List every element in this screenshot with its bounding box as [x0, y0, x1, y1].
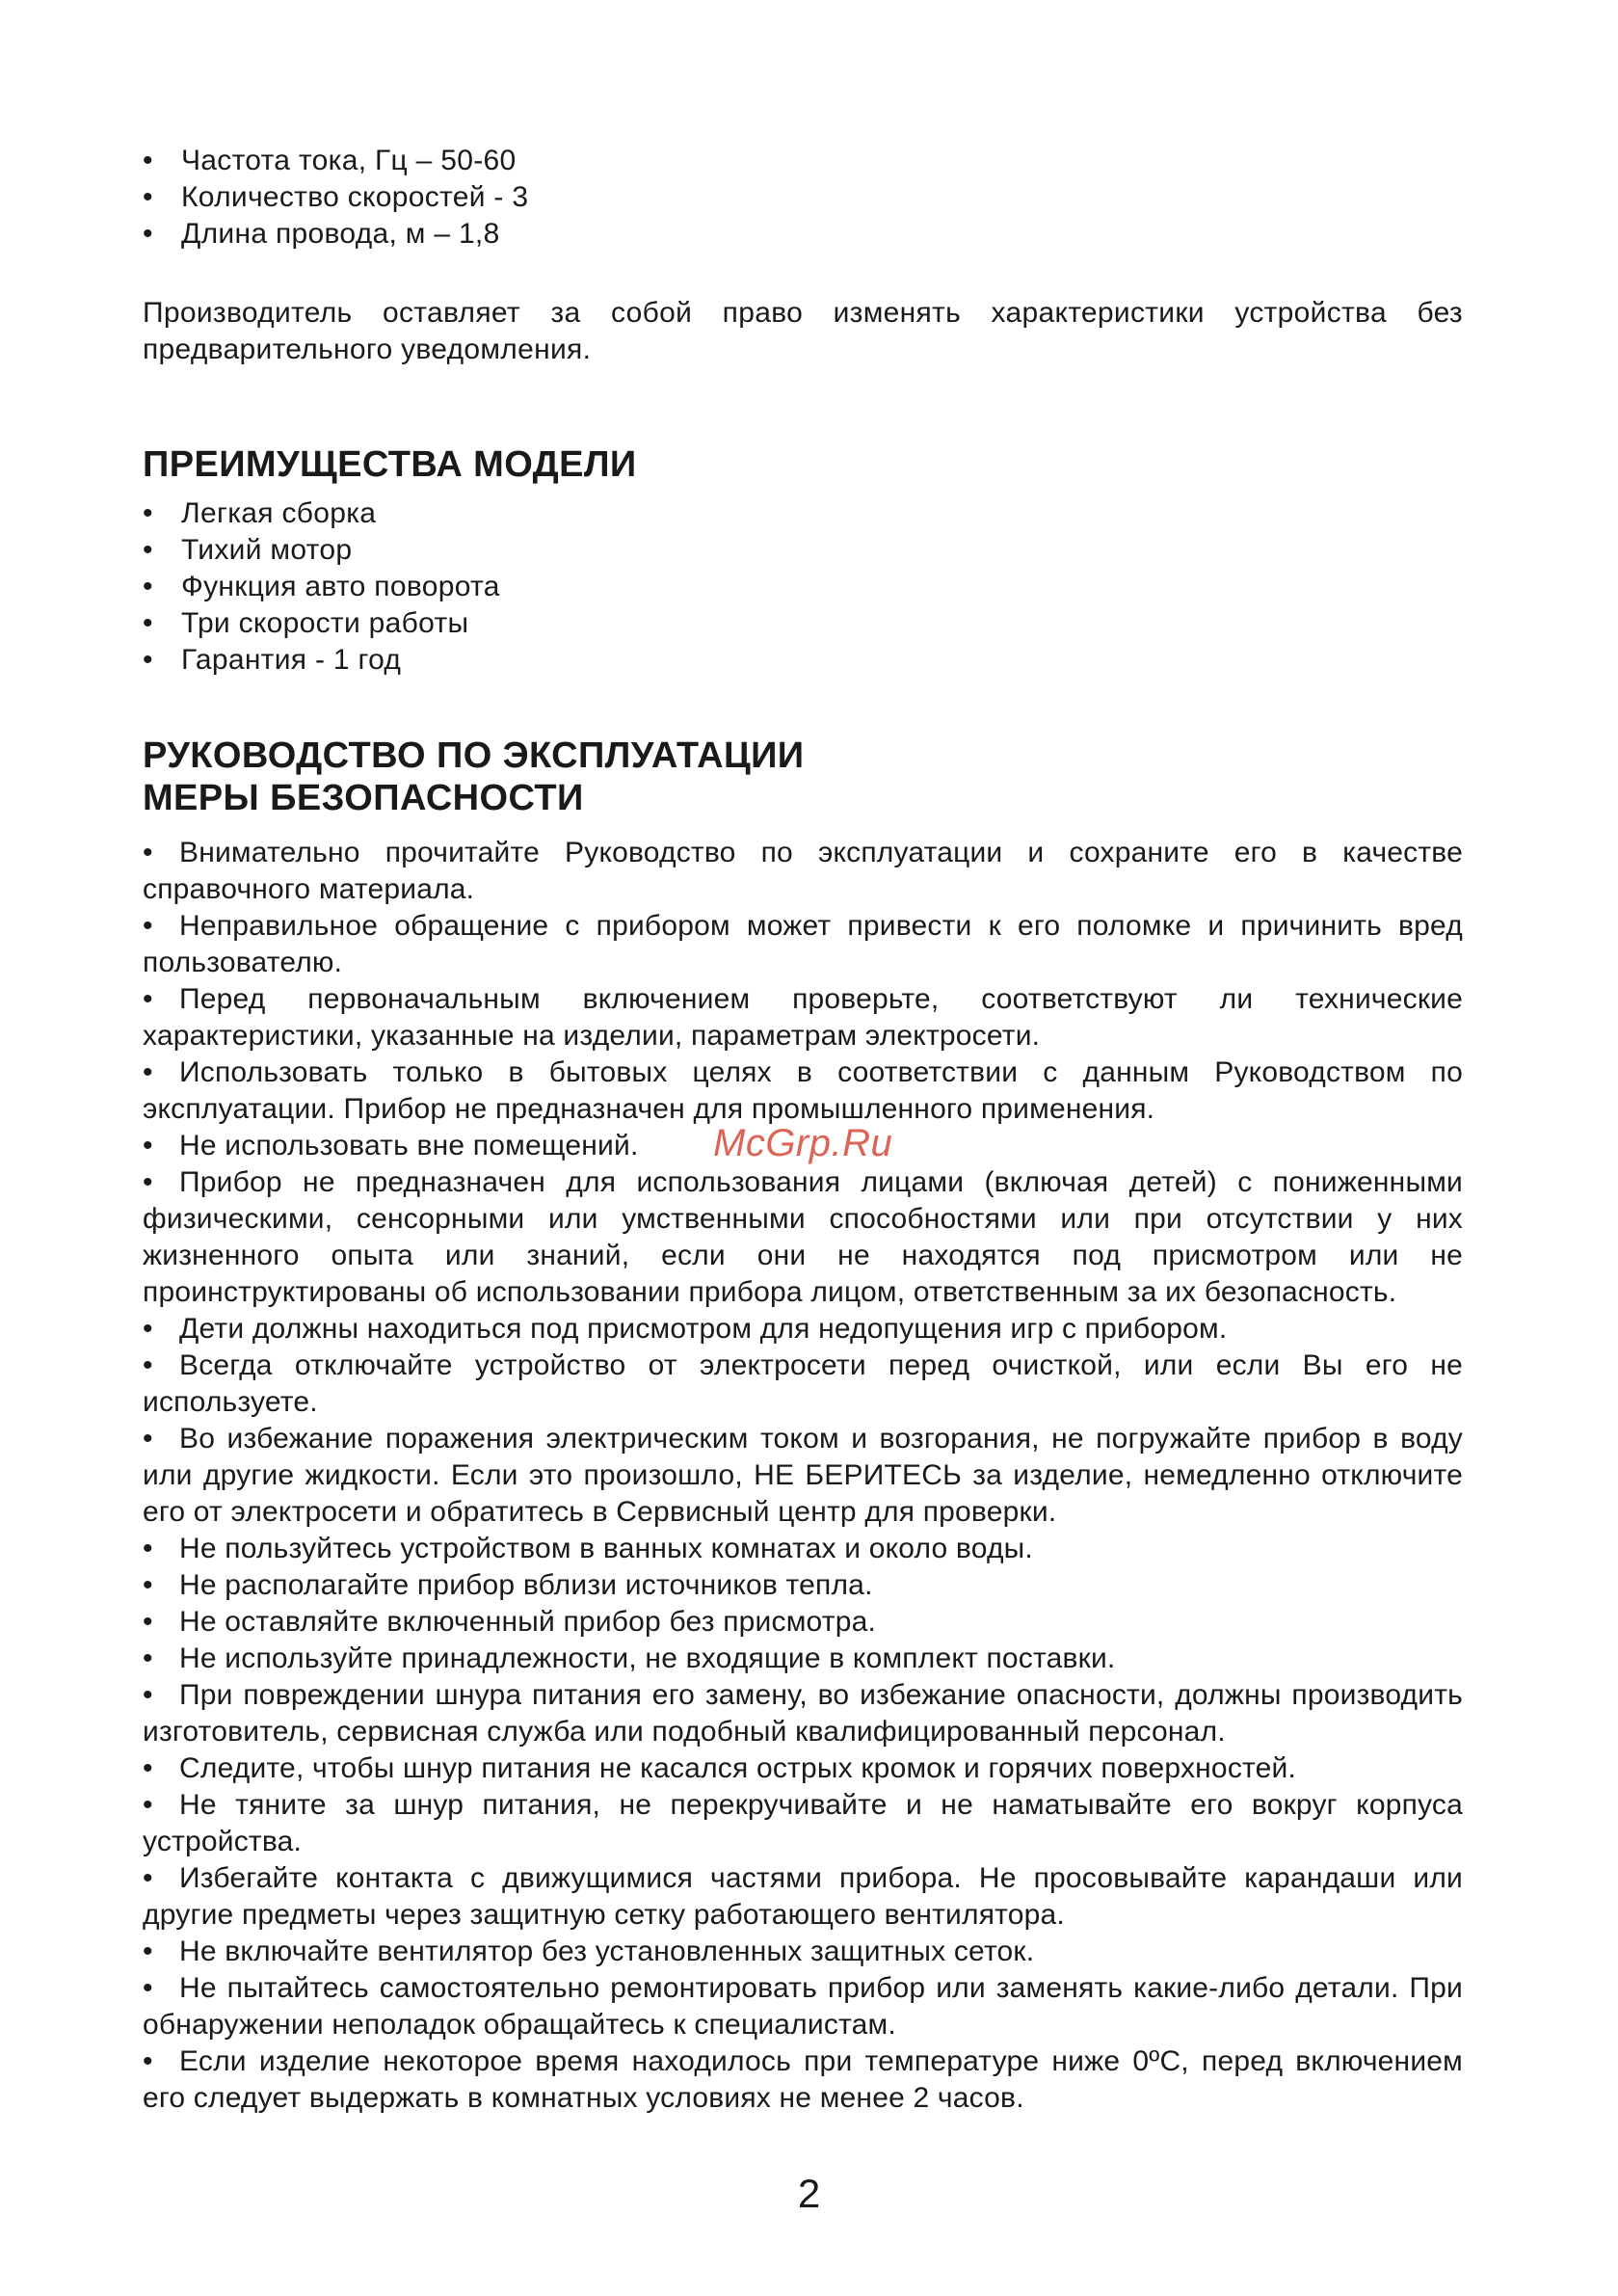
advantages-heading: ПРЕИМУЩЕСТВА МОДЕЛИ — [143, 444, 637, 485]
bullet: • — [143, 145, 153, 176]
bullet: • — [143, 1606, 153, 1638]
bullet: • — [143, 2045, 153, 2077]
safety-item: • Не располагайте прибор вблизи источников тепла. — [143, 1567, 1463, 1604]
advantage-item: • Гарантия - 1 год — [143, 642, 1463, 679]
bullet: • — [143, 571, 153, 602]
bullet: • — [143, 534, 153, 566]
bullet: • — [143, 1313, 153, 1345]
bullet: • — [143, 1166, 153, 1198]
bullet: • — [143, 218, 153, 250]
advantage-item: • Тихий мотор — [143, 532, 1463, 569]
bullet: • — [143, 910, 153, 942]
safety-item: • Не используйте принадлежности, не входящие в комплект поставки. — [143, 1641, 1463, 1677]
safety-item: • Не включайте вентилятор без установленных защитных сеток. — [143, 1934, 1463, 1970]
watermark: McGrp.Ru — [713, 1122, 893, 1164]
spec-list — [143, 143, 1463, 253]
advantage-item: • Функция авто поворота — [143, 569, 1463, 605]
advantages-list — [143, 495, 1463, 679]
safety-item: • Не использовать вне помещений. — [143, 1128, 1463, 1164]
safety-item: • Избегайте контакта с движущимися частями прибора. Не просовывайте карандаши или другие предметы через защитную сетку работающего вентилятора. — [143, 1862, 1463, 1931]
bullet: • — [143, 1642, 153, 1674]
manual-heading — [143, 734, 1463, 819]
spec-item: • Длина провода, м – 1,8 — [143, 216, 1463, 253]
bullet: • — [143, 1789, 153, 1821]
safety-item: • Если изделие некоторое время находилось при температуре ниже 0ºС, перед включением его следует выдержать в комнатных условиях не менее 2 часов. — [143, 2045, 1463, 2114]
spec-item: • Частота тока, Гц – 50-60 — [143, 143, 1463, 179]
bullet: • — [143, 1972, 153, 2004]
bullet: • — [143, 1349, 153, 1381]
bullet: • — [143, 1130, 153, 1161]
safety-item: • Всегда отключайте устройство от электросети перед очисткой, или если Вы его не используете. — [143, 1349, 1463, 1418]
safety-item: • Дети должны находиться под присмотром для недопущения игр с прибором. — [143, 1311, 1463, 1348]
safety-item: • Внимательно прочитайте Руководство по эксплуатации и сохраните его в качестве справочного материала. — [143, 837, 1463, 905]
bullet: • — [143, 1862, 153, 1894]
bullet: • — [143, 1533, 153, 1564]
spec-item: • Количество скоростей - 3 — [143, 179, 1463, 216]
bullet: • — [143, 1569, 153, 1601]
safety-item: • Не тяните за шнур питания, не перекручивайте и не наматывайте его вокруг корпуса устройства. — [143, 1789, 1463, 1857]
manufacturer-note: Производитель оставляет за собой право изменять характеристики устройства без предварительного уведомления. — [143, 297, 1463, 365]
advantage-item: • Три скорости работы — [143, 605, 1463, 642]
bullet: • — [143, 1936, 153, 1967]
safety-item: • Во избежание поражения электрическим током и возгорания, не погружайте прибор в воду или другие жидкости. Если это произошло, НЕ БЕРИТЕСЬ за изделие, немедленно отключите его от электросети и обратитесь в Сервисный центр для проверки. — [143, 1423, 1463, 1528]
safety-item: • Не оставляйте включенный прибор без присмотра. — [143, 1604, 1463, 1641]
bullet: • — [143, 1056, 153, 1088]
safety-list — [143, 835, 1463, 2117]
page-number: 2 — [797, 2171, 821, 2216]
bullet: • — [143, 837, 153, 868]
safety-item: • Не пытайтесь самостоятельно ремонтировать прибор или заменять какие-либо детали. При обнаружении неполадок обращайтесь к специалистам. — [143, 1972, 1463, 2041]
safety-item: • Прибор не предназначен для использования лицами (включая детей) с пониженными физическими, сенсорными или умственными способностями или при отсутствии у них жизненного опыта или знаний, если они не находятся под присмотром или не проинструктированы об использовании прибора лицом, ответственным за их безопасность. — [143, 1166, 1463, 1308]
bullet: • — [143, 497, 153, 529]
bullet: • — [143, 607, 153, 639]
safety-item: • При повреждении шнура питания его замену, во избежание опасности, должны производить изготовитель, сервисная служба или подобный квалифицированный персонал. — [143, 1679, 1463, 1748]
safety-item: • Неправильное обращение с прибором может привести к его поломке и причинить вред пользователю. — [143, 910, 1463, 978]
bullet: • — [143, 1679, 153, 1711]
bullet: • — [143, 644, 153, 676]
safety-item: • Использовать только в бытовых целях в соответствии с данным Руководством по эксплуатации. Прибор не предназначен для промышленного применения. — [143, 1056, 1463, 1125]
manual-heading-line2: МЕРЫ БЕЗОПАСНОСТИ — [143, 778, 584, 818]
bullet: • — [143, 1423, 153, 1455]
bullet: • — [143, 983, 153, 1015]
bullet: • — [143, 1752, 153, 1784]
safety-item: • Не пользуйтесь устройством в ванных комнатах и около воды. — [143, 1531, 1463, 1567]
safety-item: • Перед первоначальным включением проверьте, соответствуют ли технические характеристики, указанные на изделии, параметрам электросети. — [143, 983, 1463, 1052]
manual-heading-line1: РУКОВОДСТВО ПО ЭКСПЛУАТАЦИИ — [143, 735, 805, 776]
safety-item: • Следите, чтобы шнур питания не касался острых кромок и горячих поверхностей. — [143, 1750, 1463, 1787]
advantage-item: • Легкая сборка — [143, 495, 1463, 532]
bullet: • — [143, 181, 153, 213]
